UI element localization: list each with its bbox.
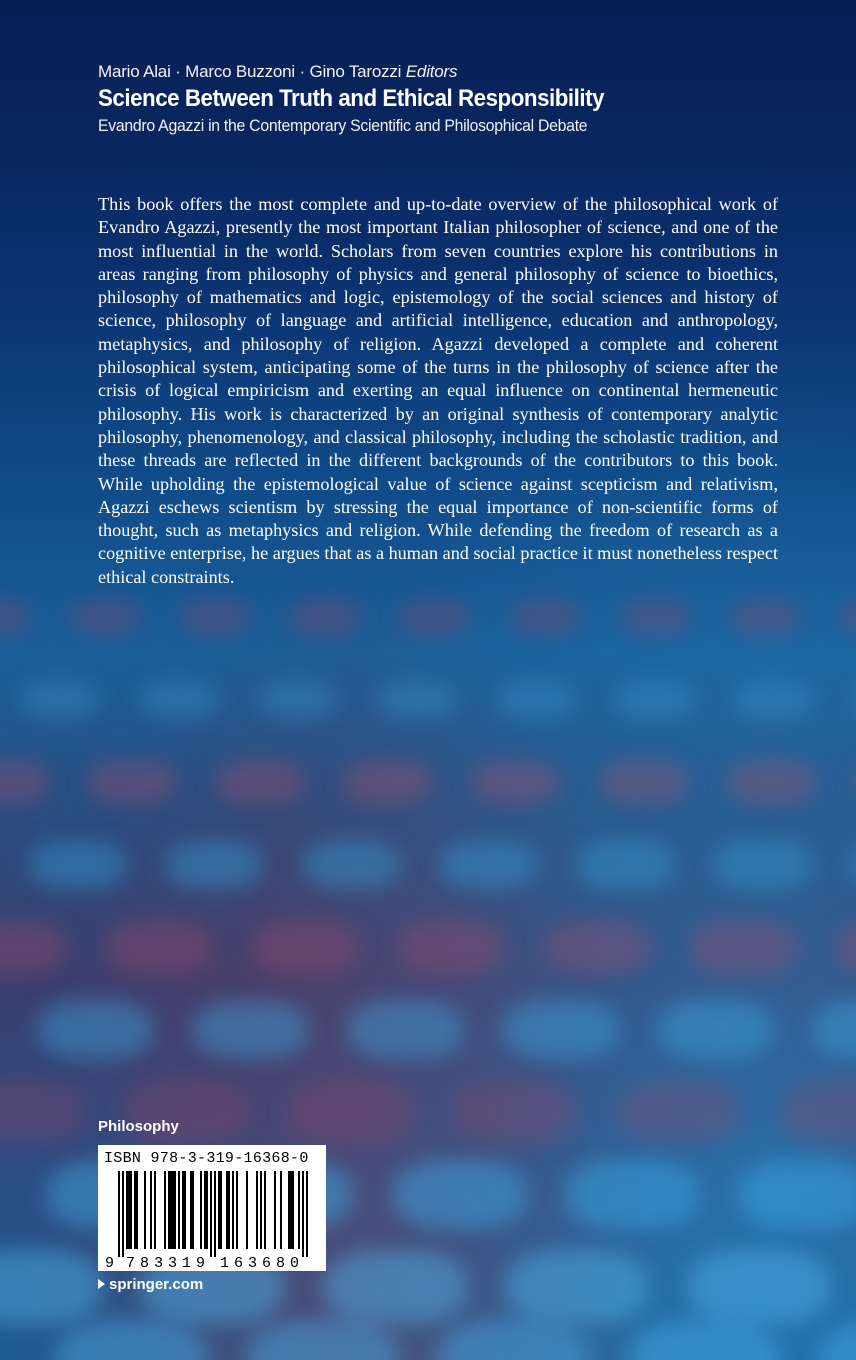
barcode-bar — [130, 1171, 132, 1249]
barcode-bar — [170, 1171, 172, 1249]
barcode-bar — [226, 1171, 228, 1249]
barcode-bar — [154, 1171, 156, 1249]
bokeh-blob — [0, 1080, 84, 1144]
barcode-bar — [172, 1171, 174, 1249]
bokeh-blob — [452, 1080, 576, 1144]
bokeh-blob — [629, 1320, 780, 1360]
barcode-bar — [228, 1171, 230, 1249]
barcode-bar — [122, 1171, 124, 1257]
bokeh-blob — [853, 680, 856, 719]
barcode-bar — [164, 1171, 166, 1249]
bokeh-blob — [690, 920, 796, 974]
bokeh-blob — [216, 760, 304, 804]
barcode-bar — [210, 1171, 212, 1257]
barcode-digit: 3 — [168, 1255, 178, 1269]
barcode-bar — [128, 1171, 130, 1249]
bokeh-blob — [600, 760, 688, 804]
barcode-bar — [182, 1171, 184, 1249]
bokeh-blob — [106, 920, 212, 974]
bokeh-blob — [377, 680, 456, 719]
barcode-bar — [144, 1171, 146, 1249]
barcode-bar — [190, 1171, 192, 1249]
barcode-bar — [118, 1171, 120, 1257]
bokeh-blob — [393, 1160, 526, 1229]
barcode-bar — [220, 1171, 222, 1249]
bokeh-blob — [0, 920, 66, 974]
bokeh-blob — [288, 1080, 412, 1144]
editors-names: Mario Alai · Marco Buzzoni · Gino Tarozzi — [98, 62, 402, 81]
barcode-bar — [214, 1171, 216, 1257]
bokeh-blob — [180, 600, 250, 634]
bokeh-blob — [739, 1160, 856, 1229]
bokeh-blob — [728, 760, 816, 804]
barcode-bar — [174, 1171, 176, 1249]
barcode-bar — [290, 1171, 292, 1249]
isbn-label: ISBN 978-3-319-16368-0 — [104, 1150, 309, 1167]
bokeh-blob — [193, 1000, 308, 1059]
book-subtitle: Evandro Agazzi in the Contemporary Scientific and Philosophical Debate — [98, 116, 588, 135]
barcode-bar — [232, 1171, 234, 1249]
bokeh-blob — [714, 840, 811, 889]
barcode-bar — [134, 1171, 136, 1249]
barcode-digit: 1 — [220, 1255, 230, 1269]
bokeh-blob — [56, 1320, 207, 1360]
bokeh-blob — [247, 1320, 398, 1360]
barcode-bar — [184, 1171, 186, 1249]
barcode-bar — [298, 1171, 300, 1249]
barcode-bar — [136, 1171, 138, 1249]
editors-role: Editors — [405, 62, 458, 81]
barcode-digit: 0 — [290, 1255, 300, 1269]
bokeh-blob — [440, 840, 537, 889]
barcode-bar — [288, 1171, 290, 1249]
barcode-bar — [204, 1171, 206, 1249]
publisher-website[interactable] — [98, 1276, 203, 1293]
bokeh-blob — [688, 1250, 830, 1324]
bokeh-blob — [506, 1250, 648, 1324]
barcode-bar — [150, 1171, 152, 1249]
barcode-bar — [302, 1171, 304, 1257]
bokeh-blob — [29, 840, 126, 889]
barcode-digit: 7 — [126, 1255, 136, 1269]
barcode-digit: 3 — [154, 1255, 164, 1269]
bokeh-blob — [0, 600, 30, 634]
isbn-barcode — [98, 1145, 326, 1271]
barcode-graphic — [104, 1171, 320, 1269]
bokeh-blob — [851, 840, 856, 889]
bokeh-blob — [290, 600, 360, 634]
website-label: springer.com — [109, 1276, 204, 1293]
subject-category: Philosophy — [98, 1118, 179, 1135]
barcode-bar — [256, 1171, 258, 1249]
bokeh-blob — [438, 1320, 589, 1360]
barcode-bar — [292, 1171, 294, 1249]
bokeh-blob — [166, 840, 263, 889]
bokeh-blob — [344, 760, 432, 804]
editors-line — [98, 62, 642, 82]
bokeh-blob — [616, 1080, 740, 1144]
bokeh-blob — [840, 600, 856, 634]
book-description: This book offers the most complete and up-to-date overview of the philosophical work of Evandro Agazzi, presently the most important Italian philosopher of science, and one of the most influential in the world. Scholars from seven countries explore his contributions in areas ranging from philosophy of physics and general philosophy of science to bioethics, philosophy of mathematics and logic, epistemology of the social sciences and history of science, philosophy of language and artificial intelligence, education and anthropology, metaphysics, and philosophy of religion. Agazzi developed a complete and coherent philosophical system, anticipating some of the turns in the philosophy of science after the crisis of logical empiricism and exerting an equal influence on continental hermeneutic philosophy. His work is characterized by an original synthesis of contemporary analytic philosophy, phenomenology, and classical philosophy, including the scholastic tradition, and these threads are reflected in the different backgrounds of the contributors to this book. While upholding the epistemological value of science against scepticism and relativism, Agazzi eschews scientism by stressing the equal importance of non-scientific forms of thought, such as metaphysics and religion. While defending the freedom of research as a cognitive enterprise, he argues that as a human and social practice it must nonetheless respect ethical constraints. — [98, 194, 778, 587]
barcode-bar — [126, 1171, 128, 1249]
cover-header — [98, 62, 642, 136]
bokeh-blob — [780, 1080, 856, 1144]
bokeh-blob — [503, 1000, 618, 1059]
bokeh-blob — [139, 680, 218, 719]
arrow-right-icon — [98, 1279, 105, 1289]
barcode-bar — [206, 1171, 208, 1249]
bokeh-blob — [0, 760, 48, 804]
book-title: Science Between Truth and Ethical Responsibility — [98, 85, 605, 112]
barcode-bar — [192, 1171, 194, 1249]
bokeh-blob — [70, 600, 140, 634]
barcode-bar — [280, 1171, 282, 1249]
bokeh-blob — [38, 1000, 153, 1059]
bokeh-blob — [20, 680, 99, 719]
barcode-digit: 1 — [182, 1255, 192, 1269]
barcode-bar — [178, 1171, 180, 1249]
bokeh-blob — [813, 1000, 856, 1059]
barcode-bar — [246, 1171, 248, 1249]
barcode-bar — [264, 1171, 266, 1249]
bokeh-blob — [348, 1000, 463, 1059]
bokeh-blob — [734, 680, 813, 719]
barcode-digit: 9 — [105, 1255, 115, 1269]
bokeh-blob — [496, 680, 575, 719]
bokeh-blob — [730, 600, 800, 634]
barcode-bar — [236, 1171, 238, 1249]
barcode-digit: 6 — [262, 1255, 272, 1269]
bokeh-blob — [510, 600, 580, 634]
barcode-bar — [200, 1171, 202, 1249]
bokeh-blob — [258, 680, 337, 719]
bokeh-blob — [615, 680, 694, 719]
barcode-digit: 6 — [234, 1255, 244, 1269]
bokeh-blob — [252, 920, 358, 974]
bokeh-blob — [620, 600, 690, 634]
bokeh-blob — [544, 920, 650, 974]
barcode-bar — [306, 1171, 308, 1257]
barcode-digit: 8 — [276, 1255, 286, 1269]
bokeh-blob — [566, 1160, 699, 1229]
bokeh-blob — [836, 920, 856, 974]
bokeh-blob — [820, 1320, 856, 1360]
bokeh-blob — [472, 760, 560, 804]
bokeh-blob — [303, 840, 400, 889]
bokeh-blob — [400, 600, 470, 634]
barcode-bar — [218, 1171, 220, 1249]
bokeh-blob — [88, 760, 176, 804]
barcode-digit: 3 — [248, 1255, 258, 1269]
barcode-digit: 9 — [196, 1255, 206, 1269]
barcode-bar — [274, 1171, 276, 1249]
bokeh-blob — [324, 1250, 466, 1324]
barcode-bar — [260, 1171, 262, 1249]
bokeh-blob — [658, 1000, 773, 1059]
barcode-digit: 8 — [140, 1255, 150, 1269]
bokeh-blob — [577, 840, 674, 889]
bokeh-blob — [398, 920, 504, 974]
bokeh-blob — [0, 1250, 102, 1324]
barcode-bar — [168, 1171, 170, 1249]
